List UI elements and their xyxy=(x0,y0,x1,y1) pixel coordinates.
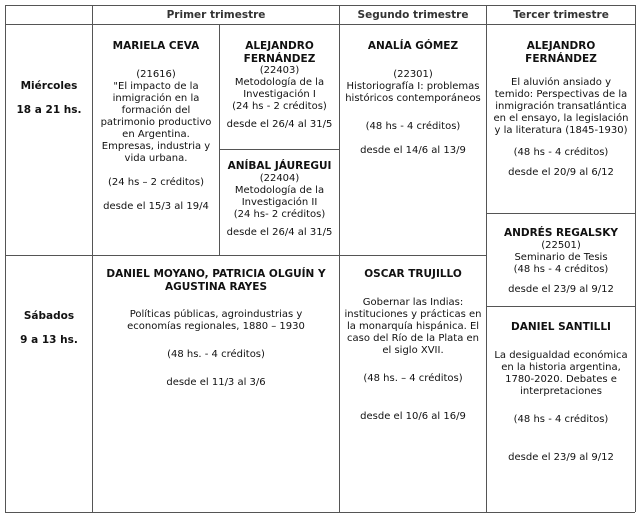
course-regalsky-name: ANDRÉS REGALSKY xyxy=(503,227,619,239)
course-moyano-olguin-rayes-dates: desde el 11/3 al 3/6 xyxy=(166,377,266,388)
course-fernandez-immigration-dates: desde el 20/9 al 6/12 xyxy=(508,167,614,178)
table-border-right xyxy=(635,5,636,512)
course-jauregui-name: ANÍBAL JÁUREGUI xyxy=(227,160,332,172)
course-moyano-olguin-rayes-hours: (48 hs. - 4 créditos) xyxy=(167,349,265,360)
course-jauregui-dates: desde el 26/4 al 31/5 xyxy=(226,226,333,238)
course-gomez-dates: desde el 14/6 al 13/9 xyxy=(360,144,466,156)
course-santilli xyxy=(487,321,635,464)
course-fernandez-methodology-1-dates: desde el 26/4 al 31/5 xyxy=(226,119,333,130)
course-fernandez-methodology-1 xyxy=(220,40,339,131)
course-ceva-hours: (24 hs – 2 créditos) xyxy=(107,176,205,188)
day-wednesday xyxy=(6,80,92,116)
header-second-term: Segundo trimestre xyxy=(357,9,469,21)
course-fernandez-methodology-1-hours: (24 hs - 2 créditos) xyxy=(232,101,327,112)
row-divider-second xyxy=(339,255,486,256)
course-moyano-olguin-rayes-name: DANIEL MOYANO, PATRICIA OLGUÍN Y AGUSTINA RAYES xyxy=(106,268,326,293)
course-ceva-dates: desde el 15/3 al 19/4 xyxy=(103,200,209,212)
course-ceva-code: (21616) xyxy=(136,68,176,80)
course-jauregui-code: (22404) xyxy=(259,172,300,184)
course-gomez-title: Historiografía I: problemas históricos contemporáneos xyxy=(345,80,481,104)
course-santilli-hours: (48 hs - 4 créditos) xyxy=(513,413,609,425)
course-fernandez-methodology-1-code: (22403) xyxy=(259,65,300,76)
course-gomez-hours: (48 hs - 4 créditos) xyxy=(365,120,461,132)
day-wednesday-hours: 18 a 21 hs. xyxy=(16,104,82,116)
course-fernandez-immigration-hours: (48 hs - 4 créditos) xyxy=(513,147,609,158)
course-santilli-dates: desde el 23/9 al 9/12 xyxy=(508,451,614,463)
course-ceva-name: MARIELA CEVA xyxy=(112,40,200,52)
course-gomez-name: ANALÍA GÓMEZ xyxy=(367,40,459,52)
table-border-top xyxy=(5,5,635,6)
course-fernandez-immigration xyxy=(487,40,635,179)
course-gomez xyxy=(340,40,486,157)
course-jauregui xyxy=(220,160,339,239)
header-divider xyxy=(5,24,635,25)
course-regalsky-code: (22501) xyxy=(541,239,581,251)
course-trujillo-dates: desde el 10/6 al 16/9 xyxy=(360,410,466,422)
course-jauregui-hours: (24 hs- 2 créditos) xyxy=(233,208,326,220)
course-regalsky-dates: desde el 23/9 al 9/12 xyxy=(508,283,614,295)
third-term-split-1 xyxy=(486,213,635,214)
day-wednesday-label: Miércoles xyxy=(20,80,78,92)
course-jauregui-title: Metodología de la Investigación II xyxy=(234,184,325,208)
course-moyano-olguin-rayes-title: Políticas públicas, agroindustrias y economías regionales, 1880 – 1930 xyxy=(127,309,305,332)
course-regalsky-title: Seminario de Tesis xyxy=(514,251,608,263)
header-third-term: Tercer trimestre xyxy=(513,9,609,21)
course-gomez-code: (22301) xyxy=(393,68,433,80)
header-first-term: Primer trimestre xyxy=(166,9,266,21)
course-santilli-title: La desigualdad económica en la historia argentina, 1780-2020. Debates e interpretaciones xyxy=(494,349,628,397)
course-fernandez-immigration-name: ALEJANDRO FERNÁNDEZ xyxy=(525,40,597,65)
third-term-split-2 xyxy=(486,306,635,307)
course-fernandez-immigration-title: El aluvión ansiado y temido: Perspectivas de la inmigración transatlántica en el ensayo, la legislación y la literatura (1845-1930) xyxy=(493,77,629,136)
course-regalsky-hours: (48 hs - 4 créditos) xyxy=(513,263,609,275)
course-regalsky xyxy=(487,227,635,296)
course-moyano-olguin-rayes xyxy=(93,268,339,389)
day-saturday-label: Sábados xyxy=(23,310,75,322)
course-trujillo-name: OSCAR TRUJILLO xyxy=(364,268,462,280)
course-trujillo-title: Gobernar las Indias: instituciones y prácticas en la monarquía hispánica. El caso del Río de la Plata en el siglo XVII. xyxy=(344,296,482,356)
course-fernandez-methodology-1-title: Metodología de la Investigación I xyxy=(234,77,325,100)
course-ceva-title: "El impacto de la inmigración en la formación del patrimonio productivo en Argentina. Empresas, industria y vida urbana. xyxy=(100,80,212,164)
course-trujillo-hours: (48 hs. – 4 créditos) xyxy=(363,372,463,384)
course-trujillo xyxy=(340,268,486,423)
course-santilli-name: DANIEL SANTILLI xyxy=(511,321,611,333)
table-border-bottom xyxy=(5,512,635,513)
row-divider-left xyxy=(5,255,339,256)
course-ceva xyxy=(93,40,219,213)
day-saturday xyxy=(6,310,92,346)
day-saturday-hours: 9 a 13 hs. xyxy=(20,334,78,346)
first-term-split xyxy=(219,149,339,150)
course-fernandez-methodology-1-name: ALEJANDRO FERNÁNDEZ xyxy=(243,40,316,65)
